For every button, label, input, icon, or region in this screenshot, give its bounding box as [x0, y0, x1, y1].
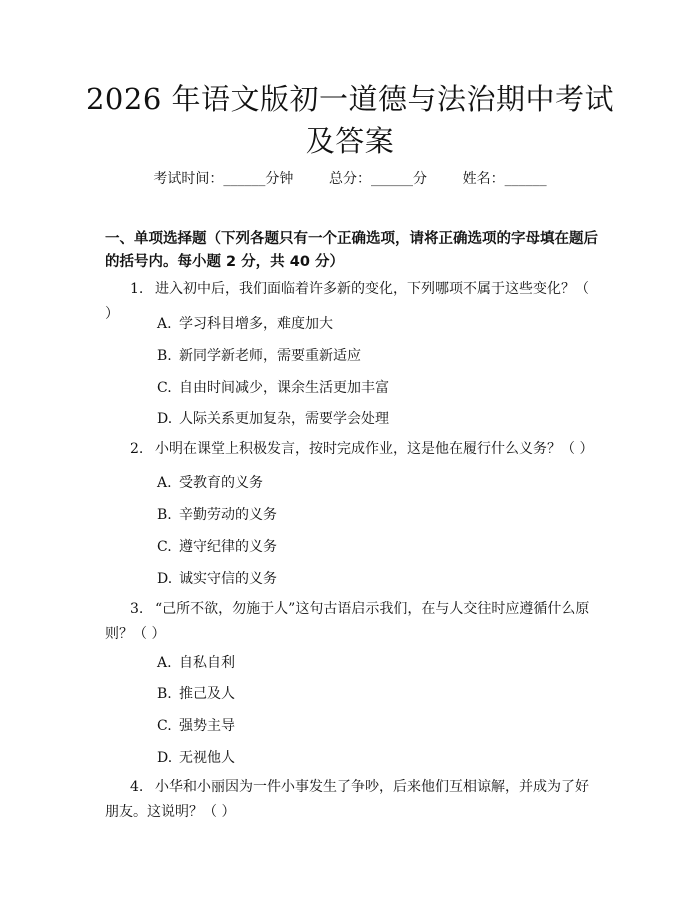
option-text: 推己及人: [179, 686, 235, 702]
option-letter: C.: [157, 380, 172, 396]
question-number: 4.: [130, 779, 144, 795]
document-title: 2026 年语文版初一道德与法治期中考试及答案: [85, 82, 615, 158]
option-2a: [157, 473, 263, 493]
option-letter: A.: [157, 655, 172, 671]
option-1a: [157, 314, 333, 334]
name-label: 姓名：______: [462, 171, 547, 187]
question-number: 1.: [130, 281, 144, 297]
option-1b: [157, 346, 361, 366]
option-text: 学习科目增多，难度加大: [179, 316, 333, 332]
option-letter: D.: [157, 571, 173, 587]
option-text: 新同学新老师，需要重新适应: [179, 348, 361, 364]
option-1d: [157, 409, 389, 429]
option-letter: B.: [157, 686, 172, 702]
question-3: [105, 597, 600, 647]
question-text: 进入初中后，我们面临着许多新的变化，下列哪项不属于这些变化？（ ）: [105, 281, 589, 322]
option-2d: [157, 569, 277, 589]
option-text: 遵守纪律的义务: [179, 539, 277, 555]
option-text: 强势主导: [179, 718, 235, 734]
option-3a: [157, 653, 235, 673]
option-3d: [157, 748, 235, 768]
section-heading: 一、单项选择题（下列各题只有一个正确选项，请将正确选项的字母填在题后的括号内。每小题 2 分，共 40 分）: [105, 231, 598, 270]
option-letter: B.: [157, 348, 172, 364]
option-text: 自由时间减少，课余生活更加丰富: [179, 380, 389, 396]
option-letter: A.: [157, 316, 172, 332]
option-2c: [157, 537, 277, 557]
exam-time-label: 考试时间：______分钟: [153, 171, 294, 187]
total-score-label: 总分：______分: [329, 171, 427, 187]
option-text: 辛勤劳动的义务: [179, 507, 277, 523]
question-4: [105, 775, 600, 825]
option-letter: C.: [157, 718, 172, 734]
question-text: “己所不欲，勿施于人”这句古语启示我们，在与人交往时应遵循什么原则？（ ）: [105, 601, 590, 642]
option-3c: [157, 716, 235, 736]
option-2b: [157, 505, 277, 525]
question-text: 小明在课堂上积极发言，按时完成作业，这是他在履行什么义务？（ ）: [155, 441, 594, 457]
option-letter: C.: [157, 539, 172, 555]
question-number: 2.: [130, 441, 144, 457]
option-3b: [157, 684, 235, 704]
option-letter: A.: [157, 475, 172, 491]
question-2: [105, 437, 600, 462]
question-text: 小华和小丽因为一件小事发生了争吵，后来他们互相谅解，并成为了好朋友。这说明？（ ）: [105, 779, 589, 820]
option-text: 自私自利: [179, 655, 235, 671]
exam-meta: [0, 168, 700, 188]
option-letter: D.: [157, 411, 173, 427]
option-text: 诚实守信的义务: [179, 571, 277, 587]
option-text: 受教育的义务: [179, 475, 263, 491]
option-1c: [157, 378, 389, 398]
option-text: 无视他人: [179, 750, 235, 766]
option-letter: D.: [157, 750, 173, 766]
option-letter: B.: [157, 507, 172, 523]
question-number: 3.: [130, 601, 144, 617]
option-text: 人际关系更加复杂，需要学会处理: [179, 411, 389, 427]
